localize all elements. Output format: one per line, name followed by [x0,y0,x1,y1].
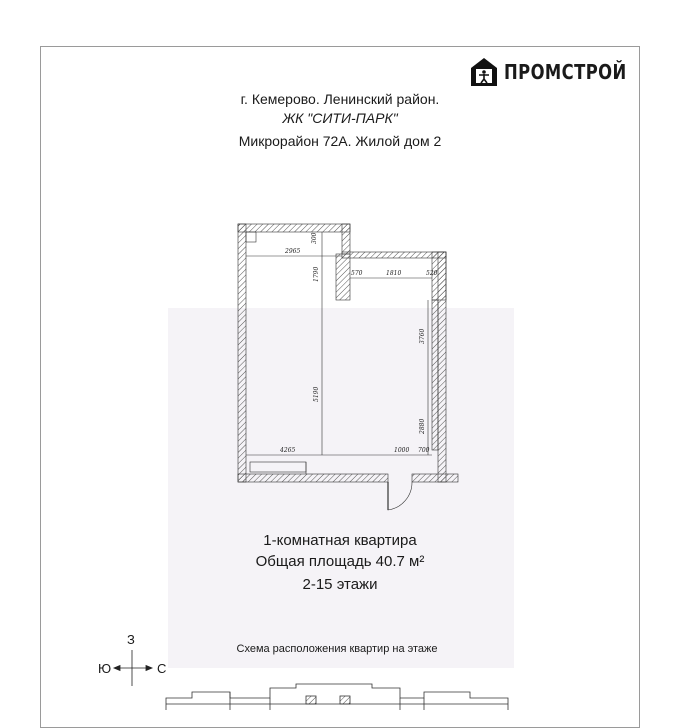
dim-step-a: 570 [351,270,363,277]
dim-right-lower: 2880 [419,418,426,434]
apartment-area: Общая площадь 40.7 м² [255,553,425,570]
dim-left-upper: 1790 [313,266,320,282]
address-building: Микрорайон 72А. Жилой дом 2 [238,133,442,149]
dim-door-width: 1000 [394,447,410,454]
compass-east-label: С [157,661,167,676]
dim-step-b: 1810 [386,270,402,277]
address-complex: ЖК "СИТИ-ПАРК" [282,110,398,126]
scheme-caption: Схема расположения квартир на этаже [236,643,438,655]
dim-top-width: 2965 [285,248,301,255]
apartment-floors: 2-15 этажи [302,576,378,593]
compass-north-label: З [127,632,135,647]
dim-step-c: 520 [426,270,438,277]
compass [114,650,152,686]
floor-scheme [166,684,508,710]
dim-right-upper: 3760 [419,328,426,344]
dim-bottom-right: 700 [418,447,430,454]
logo-text: ПРОМСТРОЙ [504,60,627,84]
address-city: г. Кемерово. Ленинский район. [240,91,440,107]
compass-west-label: Ю [98,661,112,676]
dim-center-height: 5190 [313,386,320,402]
dim-top-right: 300 [311,232,318,244]
dim-bottom-width: 4265 [280,447,296,454]
apartment-type: 1-комнатная квартира [263,532,417,549]
plan-walls [238,224,458,482]
